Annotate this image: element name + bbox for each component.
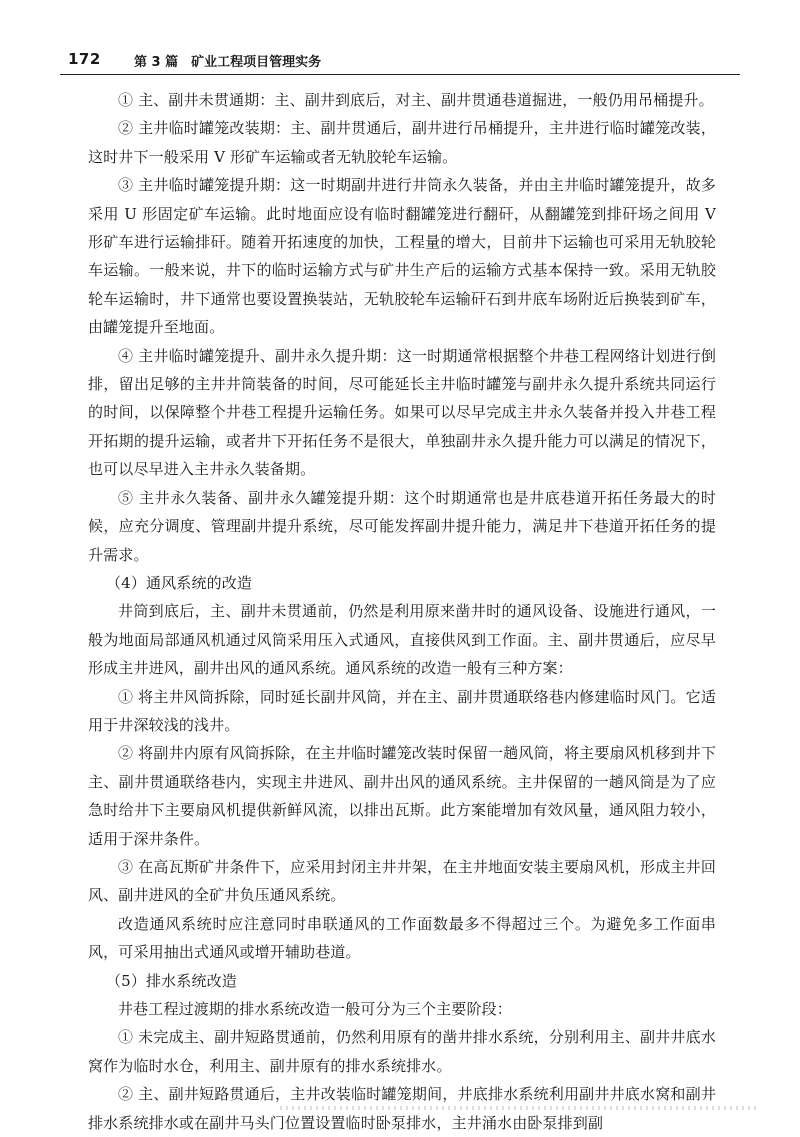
paragraph: ④ 主井临时罐笼提升、副井永久提升期：这一时期通常根据整个井巷工程网络计划进行倒排，留出足够的主井井筒装备的时间，尽可能延长主井临时罐笼与副井永久提升系统共同运行的时间，以保障整个井巷工程提升运输任务。如果可以尽早完成主井永久装备并投入井巷工程开拓期的提升运输，或者井下开拓任务不是很大，单独副井永久提升能力可以满足的情况下，也可以尽早进入主井永久装备期。 (88, 346, 716, 479)
paragraph: 改造通风系统时应注意同时串联通风的工作面数最多不得超过三个。为避免多工作面串风，可采用抽出式通风或增开辅助巷道。 (88, 914, 716, 962)
section-heading: （4）通风系统的改造 (106, 573, 253, 592)
page-number: 172 (68, 50, 101, 68)
running-title: 第 3 篇 矿业工程项目管理实务 (134, 55, 322, 70)
section-heading: （5）排水系统改造 (106, 971, 237, 990)
header-divider (60, 74, 740, 75)
paragraph: 井筒到底后，主、副井未贯通前，仍然是利用原来凿井时的通风设备、设施进行通风，一般为地面局部通风机通过风筒采用压入式通风，直接供风到工作面。主、副井贯通后，应尽早形成主井进风，副井出风的通风系统。通风系统的改造一般有三种方案： (88, 602, 716, 678)
page-header (68, 50, 736, 74)
paragraph: ③ 主井临时罐笼提升期：这一时期副井进行井筒永久装备，并由主井临时罐笼提升，故多采用 U 形固定矿车运输。此时地面应设有临时翻罐笼进行翻矸，从翻罐笼到排矸场之间用 V 形矿车进行运输排矸。随着开拓速度的加快，工程量的增大，目前井下运输也可采用无轨胶轮车运输。一般来说，井下的临时运输方式与矿井生产后的运输方式基本保持一致。采用无轨胶轮车运输时，井下通常也要设置换装站，无轨胶轮车运输矸石到井底车场附近后换装到矿车，由罐笼提升至地面。 (88, 176, 716, 337)
paragraph: ⑤ 主井永久装备、副井永久罐笼提升期：这个时期通常也是井底巷道开拓任务最大的时候，应充分调度、管理副井提升系统，尽可能发挥副井提升能力，满足井下巷道开拓任务的提升需求。 (88, 488, 716, 564)
paragraph: ① 未完成主、副井短路贯通前，仍然利用原有的凿井排水系统，分别利用主、副井井底水窝作为临时水仓，利用主、副井原有的排水系统排水。 (88, 1028, 716, 1075)
paragraph: ② 主井临时罐笼改装期：主、副井贯通后，副井进行吊桶提升，主井进行临时罐笼改装，这时井下一般采用 V 形矿车运输或者无轨胶轮车运输。 (88, 119, 716, 166)
body-text (88, 86, 716, 1137)
paragraph: ③ 在高瓦斯矿井条件下，应采用封闭主井井架，在主井地面安装主要扇风机，形成主井回风、副井进风的全矿井负压通风系统。 (88, 857, 716, 905)
paragraph: ① 将主井风筒拆除，同时延长副井风筒，并在主、副井贯通联络巷内修建临时风门。它适用于井深较浅的浅井。 (88, 687, 716, 734)
paragraph: ② 将副井内原有风筒拆除，在主井临时罐笼改装时保留一趟风筒，将主要扇风机移到井下主、副井贯通联络巷内，实现主井进风、副井出风的通风系统。主井保留的一趟风筒是为了应急时给井下主要扇风机提供新鲜风流，以排出瓦斯。此方案能增加有效风量，通风阻力较小，适用于深井条件。 (88, 744, 716, 848)
scan-artifact (280, 1106, 760, 1110)
paragraph: ① 主、副井未贯通期：主、副井到底后，对主、副井贯通巷道掘进，一般仍用吊桶提升。 (118, 91, 714, 109)
paragraph: 井巷工程过渡期的排水系统改造一般可分为三个主要阶段： (118, 1000, 512, 1018)
paragraph: ② 主、副井短路贯通后，主井改装临时罐笼期间，井底排水系统利用副井井底水窝和副井排水系统排水或在副井马头门位置设置临时卧泵排水，主井涌水由卧泵排到副 (88, 1085, 716, 1132)
